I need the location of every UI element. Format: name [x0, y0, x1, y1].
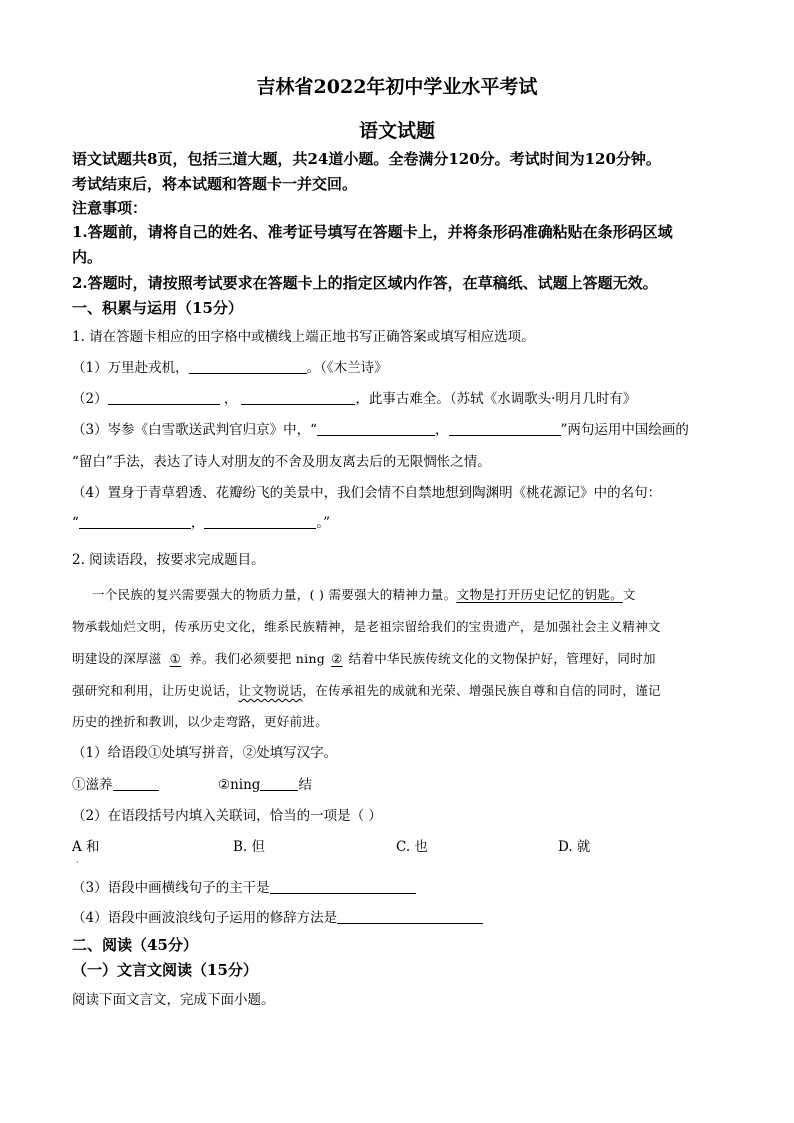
q1-part2-mid: ，: [219, 391, 238, 407]
q1-part3-mid: ，: [435, 422, 449, 438]
intro-line-2: 考试结束后，将本试题和答题卡一并交回。: [72, 175, 358, 193]
exam-title: 吉林省2022年初中学业水平考试: [256, 76, 538, 98]
open-quote: “: [72, 515, 79, 531]
answer-blank[interactable]: [108, 390, 220, 405]
q1-part4-mid: ，: [190, 515, 205, 531]
wavy-underlined-sentence: 让文物说话: [238, 683, 303, 698]
option-d[interactable]: D. 就: [558, 839, 591, 855]
passage-blank-1: ①: [169, 651, 182, 666]
q2-sub1: （1）给语段①处填写拼音，②处填写汉字。: [72, 745, 338, 761]
q2-sub1-answer-b: [218, 773, 312, 793]
option-b[interactable]: B. 但: [233, 839, 266, 855]
passage-line-1: [92, 585, 636, 603]
passage-text: 结着中华民族传统文化的文物保护好，管理好，同时加: [348, 651, 656, 666]
sub4-text: （4）语段中画波浪线句子运用的修辞方法是: [72, 910, 338, 926]
passage-line-2: 物承载灿烂文明，传承历史文化，维系民族精神，是老祖宗留给我们的宝贵遗产，是加强社会主义精神文: [72, 619, 661, 634]
q1-part3: [72, 418, 689, 438]
q2-sub1-answers: [72, 773, 159, 793]
q1-stem: 1. 请在答题卡相应的田字格中或横线上端正地书写正确答案或填写相应选项。: [72, 329, 535, 345]
q2-sub2: （2）在语段括号内填入关联词，恰当的一项是（ ）: [72, 808, 382, 824]
answer-blank[interactable]: [337, 909, 483, 924]
q1-part2-post: ，此事古难全。（苏轼《水调歌头·明月几时有》: [355, 391, 637, 407]
q1-part2: [72, 387, 636, 407]
sub3-text: （3）语段中画横线句子的主干是: [72, 880, 270, 896]
passage-text: 文: [622, 587, 636, 602]
passage-line-4: [72, 681, 661, 699]
section2-heading: 二、阅读（45分）: [72, 936, 198, 954]
q1-part4-answer: [72, 511, 330, 531]
q1-part3-post: ”两句运用中国绘画的: [560, 422, 689, 438]
close-quote: 。”: [316, 515, 331, 531]
answer-blank[interactable]: [189, 359, 307, 374]
q2-sub4: [72, 906, 483, 926]
answer-blank[interactable]: [270, 879, 416, 894]
passage-text: 养。我们必须要把 ning: [189, 651, 326, 666]
passage-text: 强研究和利用，让历史说话，: [72, 683, 239, 698]
passage-line-3: [72, 649, 656, 667]
sub1-item-b: ②ning: [218, 777, 261, 793]
q2-sub3: [72, 876, 416, 896]
answer-blank[interactable]: [449, 421, 561, 436]
answer-blank[interactable]: [241, 390, 355, 405]
passage-text: 一个民族的复兴需要强大的物质力量，( ) 需要强大的精神力量。: [92, 587, 457, 602]
stray-dot: ·: [76, 858, 79, 867]
sub1-item-b-post: 结: [298, 777, 312, 793]
notice-heading: 注意事项：: [72, 199, 148, 217]
section1-heading: 一、积累与运用（15分）: [72, 299, 243, 317]
notice-item-2: 2.答题时，请按照考试要求在答题卡上的指定区域内作答，在草稿纸、试题上答题无效。: [72, 274, 658, 292]
answer-blank[interactable]: [317, 421, 435, 436]
answer-blank[interactable]: [79, 514, 191, 529]
q1-part4: （4）置身于青草碧透、花瓣纷飞的美景中，我们会情不自禁地想到陶渊明《桃花源记》中的名句：: [72, 485, 662, 501]
q1-part3-pre: （3）岑参《白雪歌送武判官归京》中，“: [72, 422, 317, 438]
exam-subtitle: 语文试题: [358, 120, 435, 142]
q1-part1-post: 。（《木兰诗》: [306, 360, 388, 376]
answer-blank[interactable]: [204, 514, 316, 529]
q1-part1: [72, 356, 388, 376]
sub1-item-a: ①滋养: [72, 777, 113, 793]
q1-part3-cont: “留白”手法，表达了诗人对朋友的不舍及朋友离去后的无限惆怅之情。: [72, 454, 491, 470]
section2-subheading: （一）文言文阅读（15分）: [72, 961, 258, 979]
passage-line-5: 历史的挫折和教训，以少走弯路，更好前进。: [72, 714, 329, 729]
option-a[interactable]: A 和: [72, 839, 100, 855]
answer-blank[interactable]: [260, 776, 298, 791]
q1-part2-pre: （2）: [72, 391, 108, 407]
option-c[interactable]: C. 也: [396, 839, 428, 855]
passage-text: ，在传承祖先的成就和光荣、增强民族自尊和自信的同时，谨记: [302, 683, 661, 698]
notice-item-1: 1.答题前，请将自己的姓名、准考证号填写在答题卡上，并将条形码准确粘贴在条形码区域: [72, 223, 673, 241]
section2-instruction: 阅读下面文言文，完成下面小题。: [72, 992, 275, 1008]
q2-stem: 2. 阅读语段，按要求完成题目。: [72, 552, 265, 568]
underlined-sentence: 文物是打开历史记忆的钥匙。: [456, 587, 623, 602]
intro-line-1: 语文试题共8页，包括三道大题，共24道小题。全卷满分120分。考试时间为120分钟。: [72, 150, 661, 168]
q1-part1-pre: （1）万里赴戎机，: [72, 360, 189, 376]
answer-blank[interactable]: [113, 776, 159, 791]
passage-blank-2: ②: [331, 651, 343, 666]
passage-text: 明建设的深厚滋: [72, 651, 162, 666]
notice-item-1-cont: 内。: [72, 248, 103, 266]
